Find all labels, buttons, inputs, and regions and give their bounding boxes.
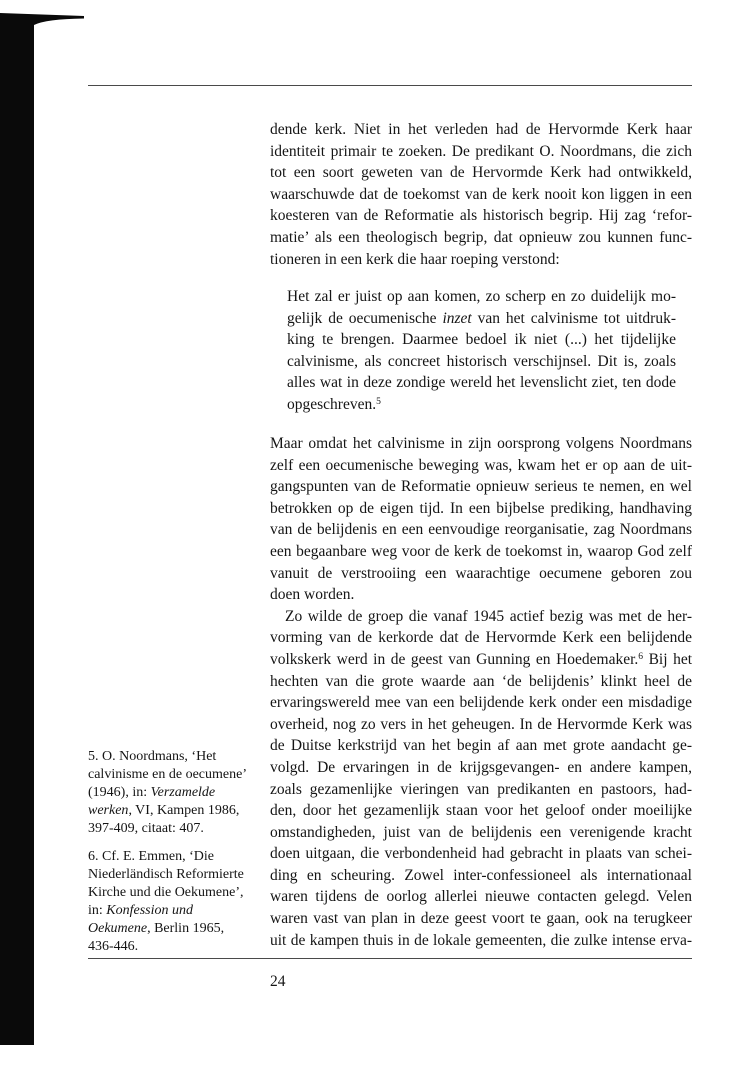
footnote-line: 5. O. Noordmans, ‘Het bbox=[88, 749, 217, 764]
text-line: calvinisme, als concreet historisch verschijnsel. Dit is, zoals bbox=[287, 352, 676, 370]
italic-title: werken bbox=[88, 803, 129, 818]
text-line: koesteren van de Reformatie als historisch begrip. Hij zag ‘refor- bbox=[270, 207, 692, 225]
top-rule bbox=[88, 85, 692, 86]
text-line bbox=[287, 394, 676, 416]
text-line: ding en scheuring. Zowel inter-confessioneel als internationaal bbox=[270, 866, 692, 884]
text-segment: gelijk de oecumenische bbox=[287, 309, 443, 327]
text-segment: opgeschreven. bbox=[287, 395, 377, 413]
text-line bbox=[270, 649, 692, 671]
text-line: de Duitse kerkstrijd van het begin af aan met grote aandacht ge- bbox=[270, 737, 692, 755]
text-line: overheid, nog zo vers in het geheugen. In de Hervormde Kerk was bbox=[270, 715, 692, 733]
text-segment: Bij het bbox=[643, 650, 692, 668]
text-line: matie’ als een theologisch begrip, dat opnieuw zou kunnen func- bbox=[270, 228, 692, 246]
footnote-line bbox=[88, 902, 263, 920]
text-segment: in: bbox=[88, 903, 107, 918]
text-line: tioneren in een kerk die haar roeping verstond: bbox=[270, 250, 560, 268]
text-line: Maar omdat het calvinisme in zijn oorsprong volgens Noordmans bbox=[270, 435, 692, 452]
footnote-line: 436-446. bbox=[88, 939, 139, 954]
text-line: van de belijdenis en een eenvoudige reorganisatie, zag Noordmans bbox=[270, 521, 692, 539]
bottom-rule bbox=[88, 958, 692, 959]
text-line: identiteit primair te zoeken. De predikant O. Noordmans, die zich bbox=[270, 142, 692, 160]
footnote-line bbox=[88, 784, 263, 802]
text-line: hechten van die grote waarde aan ‘de belijdenis’ klinkt heel de bbox=[270, 672, 692, 690]
text-line: waren vast van plan in deze geest voort te gaan, ook na terugkeer bbox=[270, 910, 692, 928]
text-line: zelf een oecumenische beweging was, kwam het er op aan de uit- bbox=[270, 456, 692, 474]
text-line: volgd. De ervaringen in de krijgsgevangen- en andere kampen, bbox=[270, 758, 692, 776]
footnote-line: Niederländisch Reformierte bbox=[88, 867, 244, 882]
footnote-ref-6: 6 bbox=[638, 650, 644, 662]
block-quote bbox=[287, 286, 676, 416]
text-line: zoals gezamenlijke vieringen van predikanten en pastoors, had- bbox=[270, 780, 692, 798]
text-line: ervaringswereld mee van een belijdende kerk onder een misdadige bbox=[270, 694, 692, 712]
footnote-line: 6. Cf. E. Emmen, ‘Die bbox=[88, 849, 214, 864]
italic-title: Verzamelde bbox=[150, 785, 216, 800]
text-segment: , Berlin 1965, bbox=[147, 921, 225, 936]
footnote-line: calvinisme en de oecumene’ bbox=[88, 767, 247, 782]
text-line: doen uitgaan, die verbondenheid had gebracht in plaats van schei- bbox=[270, 845, 692, 863]
text-line: dende kerk. Niet in het verleden had de Hervormde Kerk haar bbox=[270, 121, 692, 138]
text-line: betrokken op de eigen tijd. In een bijbelse prediking, handhaving bbox=[270, 499, 692, 517]
text-segment: (1946), in: bbox=[88, 785, 151, 800]
text-line bbox=[287, 308, 676, 330]
text-line: king te brengen. Daarmee bedoel ik niet (...) het tijdelijke bbox=[287, 331, 676, 349]
text-segment: , VI, Kampen 1986, bbox=[128, 803, 240, 818]
text-line: Zo wilde de groep die vanaf 1945 actief bezig was met de her- bbox=[285, 607, 692, 625]
page-number: 24 bbox=[270, 973, 286, 990]
text-line: gangspunten van de Reformatie opnieuw serieus te nemen, en wel bbox=[270, 478, 692, 496]
text-line: vanuit de verstrooiing een waarachtige oecumene geboren zou bbox=[270, 564, 692, 582]
text-line: den, door het gezamenlijk staan voor het geloof onder moeilijke bbox=[270, 802, 692, 820]
paragraph-2-3 bbox=[270, 433, 692, 951]
footnote-ref-5: 5 bbox=[376, 395, 381, 407]
text-line: tot een soort geweten van de Hervormde Kerk had ontwikkeld, bbox=[270, 164, 692, 182]
text-segment: volkskerk werd in de geest van Gunning en Hoedemaker. bbox=[270, 650, 639, 668]
text-line: uit de kampen thuis in de lokale gemeenten, die zulke intense erva- bbox=[270, 931, 692, 949]
italic-title: Oekumene bbox=[88, 921, 148, 936]
footnote-line bbox=[88, 802, 263, 820]
text-line: waarschuwde dat de toekomst van de kerk nooit kon liggen in een bbox=[270, 185, 692, 203]
scan-edge-shadow bbox=[0, 0, 90, 1068]
footnote-line: 397-409, citaat: 407. bbox=[88, 821, 204, 836]
text-line: waren tijdens de oorlog allerlei nieuwe contacten gelegd. Velen bbox=[270, 888, 692, 906]
footnote-line: Kirche und die Oekumene’, bbox=[88, 885, 244, 900]
text-line: vorming van de kerkorde dat de Hervormde Kerk een belijdende bbox=[270, 629, 692, 647]
italic-title: Konfession und bbox=[106, 903, 194, 918]
text-segment: van het calvinisme tot uitdruk- bbox=[471, 309, 676, 327]
footnote-6 bbox=[88, 848, 263, 956]
text-line: doen worden. bbox=[270, 586, 355, 604]
text-line: omstandigheden, juist van de belijdenis een verenigende kracht bbox=[270, 823, 692, 841]
footnote-line bbox=[88, 920, 263, 938]
text-line: een begaanbare weg voor de kerk de toekomst in, waarop God zelf bbox=[270, 542, 692, 560]
italic-term: inzet bbox=[442, 309, 472, 327]
text-line: Het zal er juist op aan komen, zo scherp en zo duidelijk mo- bbox=[287, 288, 676, 305]
text-line: alles wat in deze zondige wereld het levenslicht ziet, ten dode bbox=[287, 374, 676, 392]
footnote-5 bbox=[88, 748, 263, 838]
paragraph-1 bbox=[270, 119, 692, 270]
